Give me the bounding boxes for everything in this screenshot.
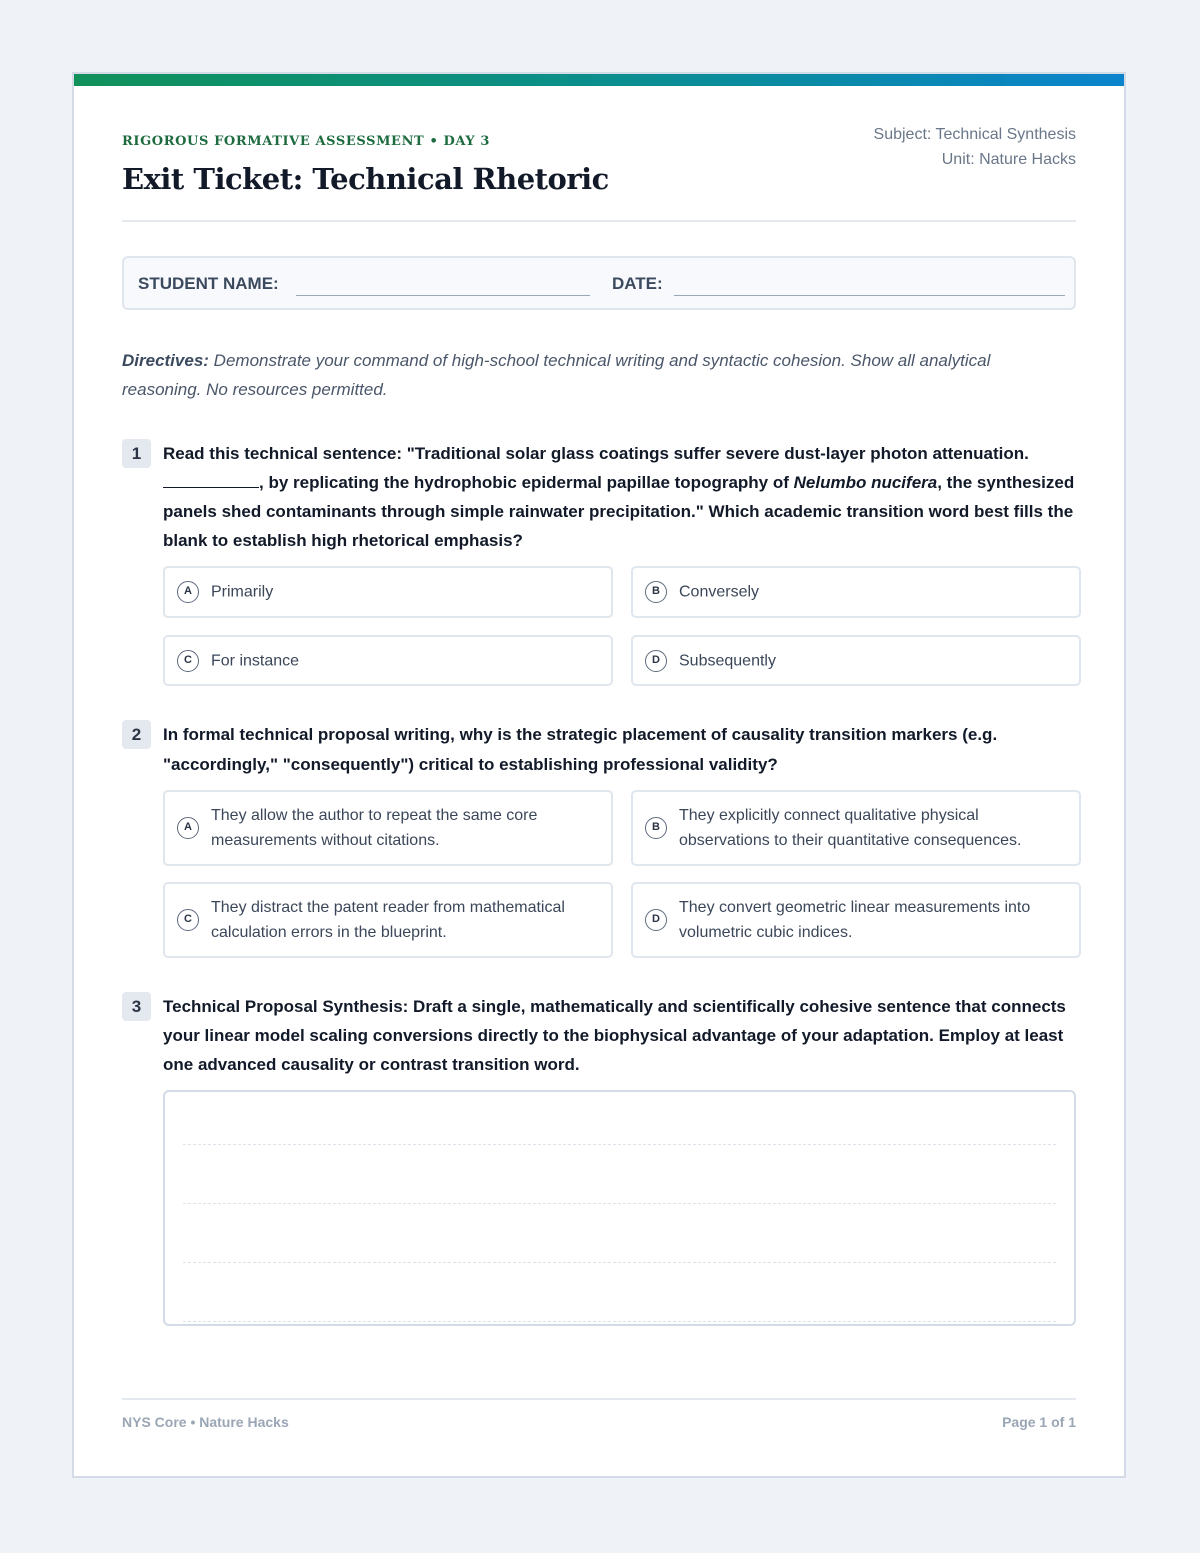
directives (122, 346, 1052, 404)
option-letter-circle: B (645, 817, 667, 839)
question-1-text-after: , the synthesized panels shed contaminants through simple rainwater precipitation." Which academic transition word best fills the blank to establish high rhetorical emphasis? (163, 473, 1075, 550)
directives-label: Directives: (122, 351, 209, 370)
question-1-text-before: Read this technical sentence: "Traditional solar glass coatings suffer severe dust-layer photon attenuation. (163, 444, 1029, 463)
answer-line (183, 1144, 1056, 1145)
directives-text: Demonstrate your command of high-school technical writing and syntactic cohesion. Show all analytical reasoning. No resources permitted. (122, 351, 991, 399)
option-text: For instance (211, 652, 300, 669)
worksheet-page (72, 72, 1126, 1478)
page-title: Exit Ticket: Technical Rhetoric (122, 162, 609, 196)
option-text: They convert geometric linear measurements into volumetric cubic indices. (679, 899, 1031, 941)
answer-line (183, 1203, 1056, 1204)
question-3-number: 3 (122, 992, 151, 1021)
option-letter-circle: A (177, 581, 199, 603)
option-letter-circle: A (177, 817, 199, 839)
option-letter-circle: D (645, 650, 667, 672)
answer-line (183, 1321, 1056, 1322)
question-1-number: 1 (122, 439, 151, 468)
option-letter-circle: C (177, 909, 199, 931)
footer-left: NYS Core • Nature Hacks (122, 1414, 289, 1430)
student-name-label: STUDENT NAME: (138, 274, 279, 293)
date-field[interactable] (674, 295, 1065, 296)
student-name-field[interactable] (296, 295, 590, 296)
option-letter-circle: C (177, 650, 199, 672)
q2-option-c[interactable] (163, 882, 613, 958)
q1-option-a[interactable] (163, 566, 613, 618)
question-1-text (163, 439, 1076, 555)
option-letter-circle: B (645, 581, 667, 603)
assessment-kicker: RIGOROUS FORMATIVE ASSESSMENT • DAY 3 (122, 134, 491, 149)
answer-line (183, 1262, 1056, 1263)
q1-option-d[interactable] (631, 635, 1081, 686)
student-info-box (122, 256, 1076, 310)
q1-option-b[interactable] (631, 566, 1081, 618)
option-text: Conversely (679, 583, 760, 601)
subject-label: Subject: Technical Synthesis (873, 126, 1076, 143)
accent-bar (74, 74, 1124, 86)
option-letter-circle: D (645, 909, 667, 931)
header-meta (874, 122, 1076, 172)
question-2-text: In formal technical proposal writing, why is the strategic placement of causality transition markers (e.g. "accordingly," "consequently") critical to establishing professional validity? (163, 725, 998, 774)
question-1-text-mid: , by replicating the hydrophobic epidermal papillae topography of (259, 473, 789, 492)
fill-in-blank (163, 471, 259, 488)
option-text: They explicitly connect qualitative physical observations to their quantitative consequences. (679, 807, 1022, 849)
q2-option-b[interactable] (631, 790, 1081, 866)
answer-box[interactable] (163, 1090, 1076, 1326)
unit-label: Unit: Nature Hacks (941, 151, 1076, 168)
q1-option-c[interactable] (163, 635, 613, 686)
question-2-number: 2 (122, 720, 151, 749)
option-text: They allow the author to repeat the same core measurements without citations. (211, 807, 538, 849)
q2-option-a[interactable] (163, 790, 613, 866)
option-text: They distract the patent reader from mathematical calculation errors in the blueprint. (211, 899, 565, 941)
page-number: Page 1 of 1 (1002, 1414, 1076, 1430)
header (122, 114, 1076, 222)
question-3-text: Technical Proposal Synthesis: Draft a single, mathematically and scientifically cohesive sentence that connects your linear model scaling conversions directly to the biophysical advantage of your adaptation. Employ at least one advanced causality or contrast transition word. (163, 997, 1066, 1074)
species-name: Nelumbo nucifera (793, 473, 938, 492)
option-text: Primarily (211, 583, 274, 601)
date-label: DATE: (612, 274, 663, 293)
option-text: Subsequently (679, 652, 776, 669)
q2-option-d[interactable] (631, 882, 1081, 958)
footer (122, 1398, 1076, 1430)
